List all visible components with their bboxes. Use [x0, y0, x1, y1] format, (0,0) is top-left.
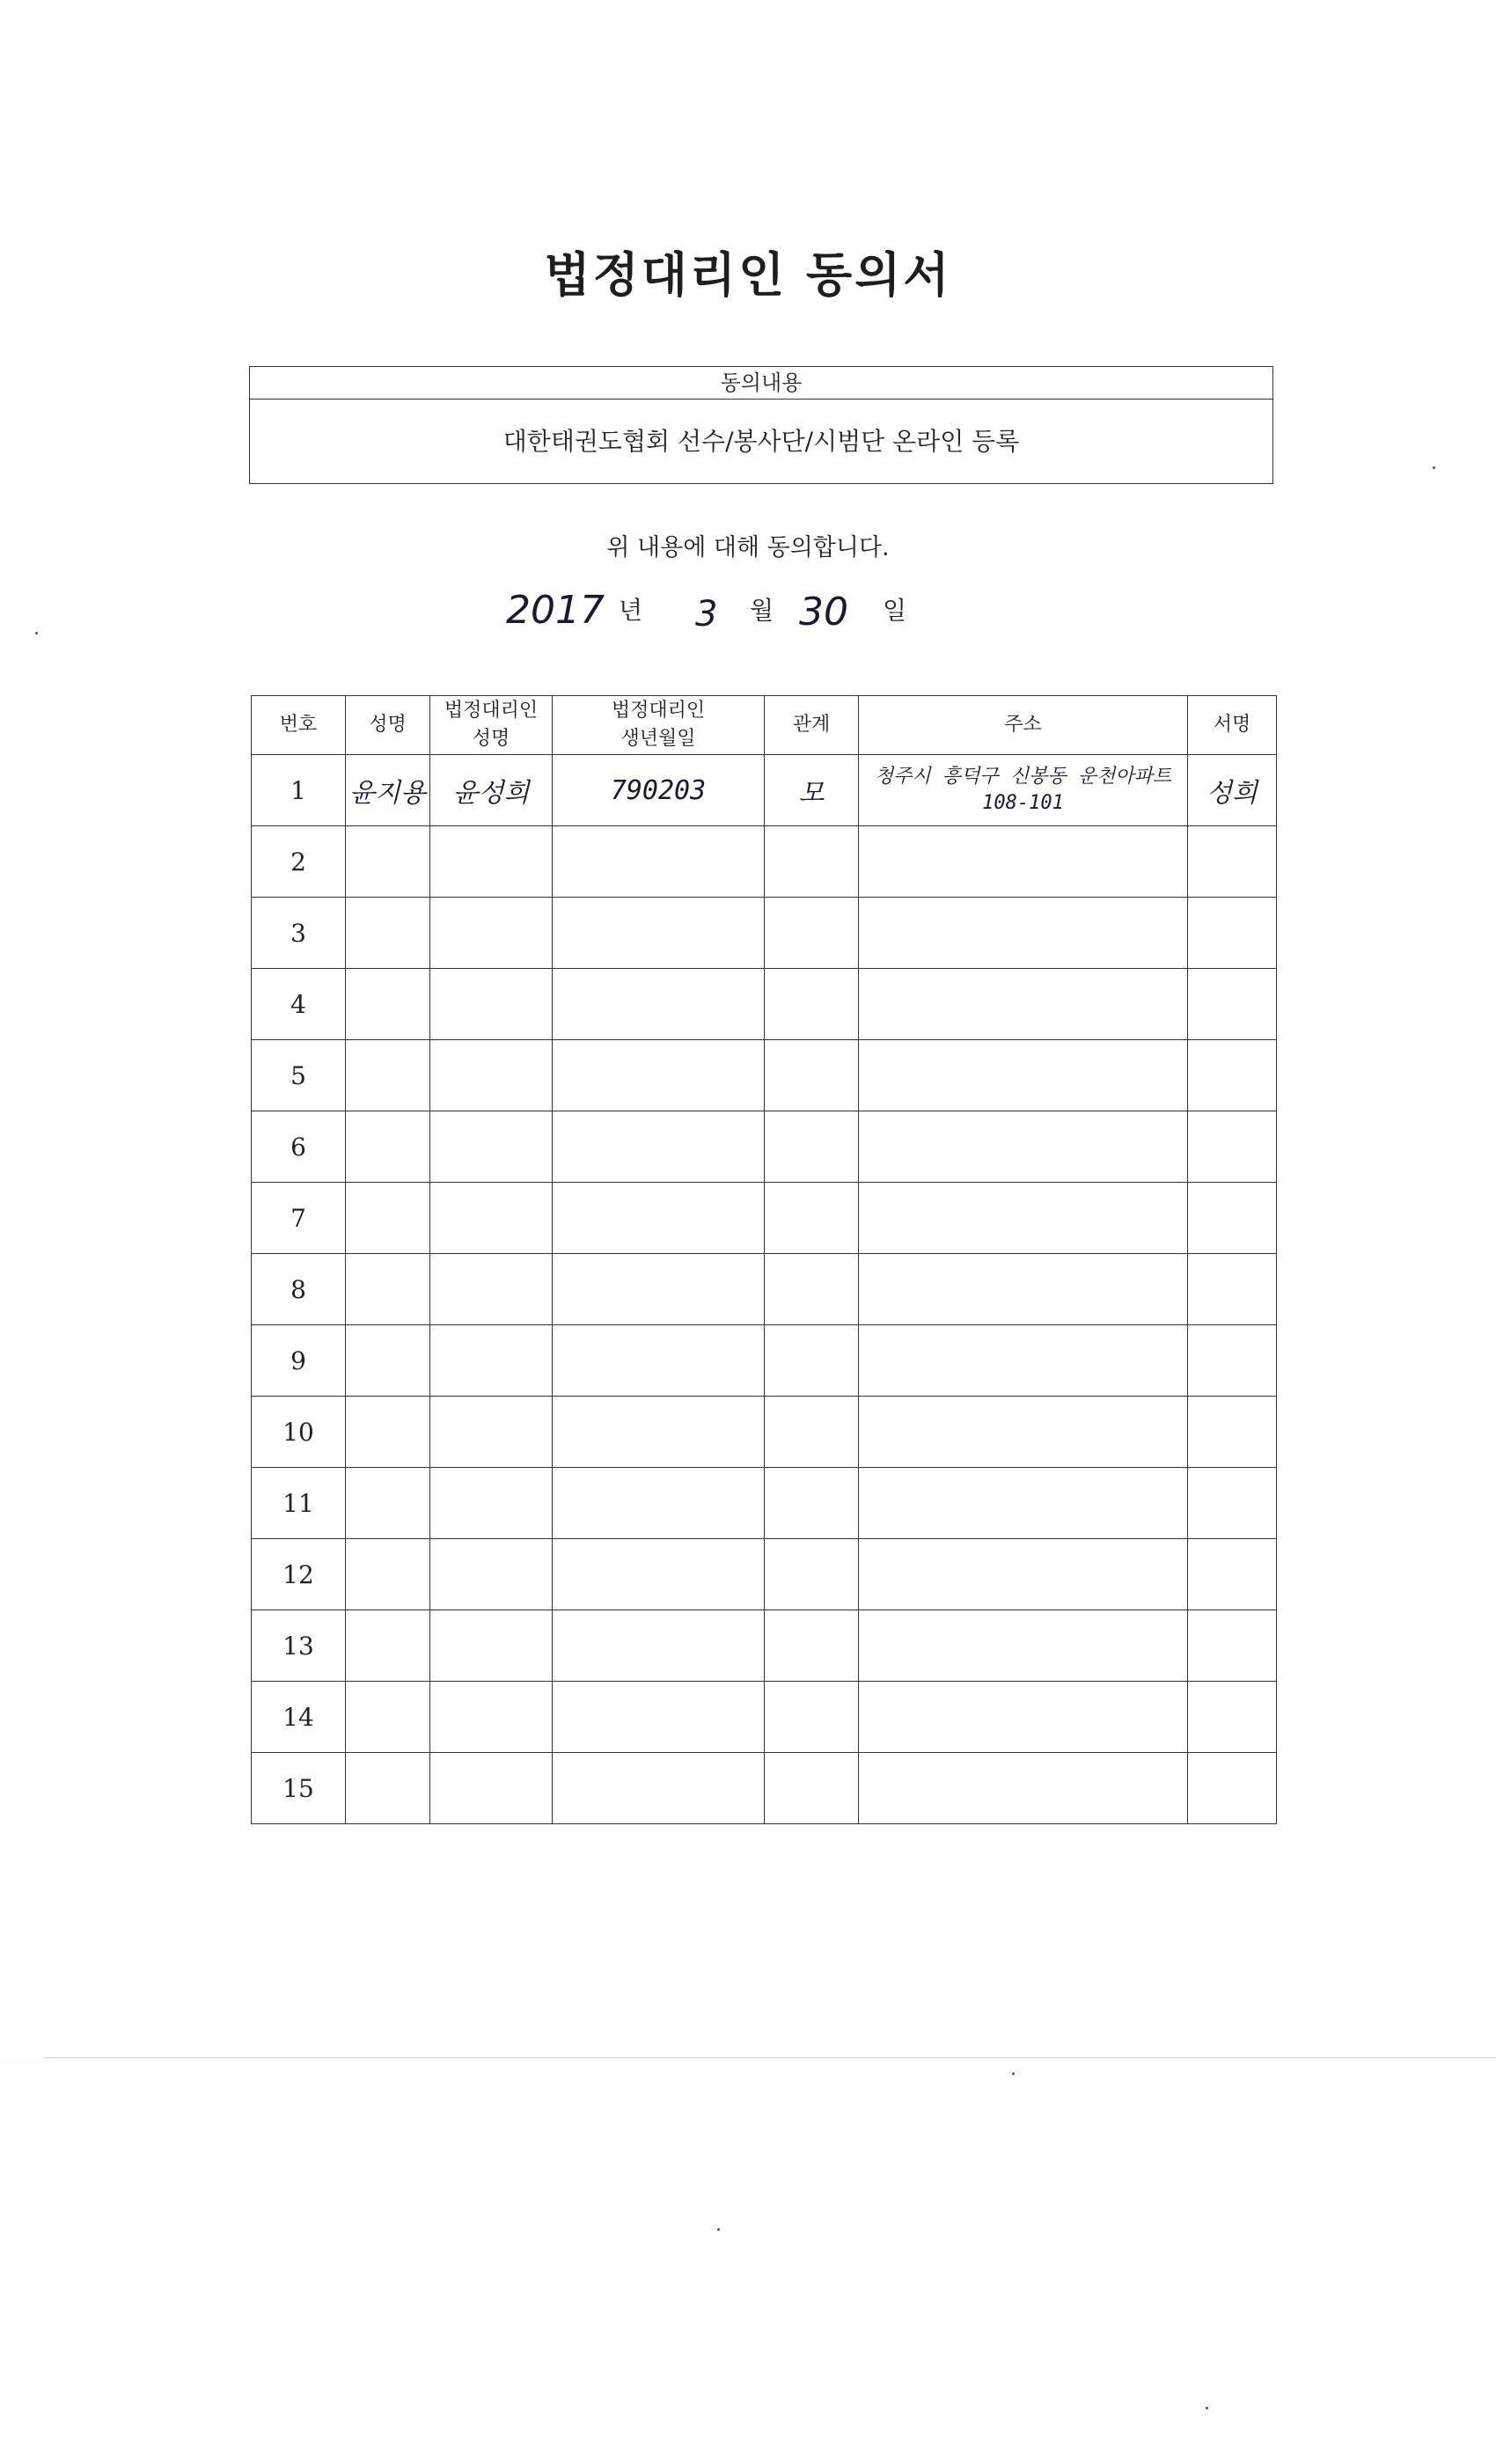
row-guardian-name: 윤성희 [430, 755, 553, 826]
row-signature [1188, 1682, 1277, 1753]
table-row [252, 1682, 1277, 1753]
row-guardian-birth [553, 898, 765, 969]
row-relation: 모 [765, 755, 859, 826]
row-number: 3 [252, 898, 346, 969]
header-address: 주소 [859, 696, 1188, 755]
scan-speck [35, 632, 38, 634]
row-relation [765, 1539, 859, 1610]
table-row [252, 1325, 1277, 1397]
scan-speck [717, 2228, 720, 2231]
table-row [252, 1183, 1277, 1254]
row-signature [1188, 826, 1277, 898]
row-signature [1188, 1183, 1277, 1254]
row-address [859, 898, 1188, 969]
row-signature [1188, 969, 1277, 1040]
date-month-unit: 월 [750, 596, 774, 625]
date-day: 30 [799, 590, 848, 634]
row-address [859, 1753, 1188, 1824]
row-name [346, 898, 430, 969]
table-row [252, 755, 1277, 826]
table-row [252, 1610, 1277, 1682]
row-number: 7 [252, 1183, 346, 1254]
row-address [859, 1682, 1188, 1753]
page-edge [44, 2057, 1496, 2058]
header-guardian-name: 법정대리인 성명 [430, 696, 553, 755]
row-signature [1188, 1325, 1277, 1397]
row-name [346, 1468, 430, 1539]
row-signature [1188, 1610, 1277, 1682]
row-relation [765, 1397, 859, 1468]
row-guardian-birth [553, 1183, 765, 1254]
row-name [346, 1183, 430, 1254]
row-number: 11 [252, 1468, 346, 1539]
row-relation [765, 1254, 859, 1325]
table-row [252, 969, 1277, 1040]
row-address [859, 1111, 1188, 1183]
row-signature [1188, 1539, 1277, 1610]
row-relation [765, 1111, 859, 1183]
row-signature [1188, 1254, 1277, 1325]
row-name [346, 1610, 430, 1682]
row-number: 10 [252, 1397, 346, 1468]
row-guardian-name [430, 1325, 553, 1397]
row-number: 6 [252, 1111, 346, 1183]
consent-content: 대한태권도협회 선수/봉사단/시범단 온라인 등록 [502, 427, 1020, 456]
table-row [252, 1040, 1277, 1111]
row-relation [765, 1610, 859, 1682]
row-address [859, 1325, 1188, 1397]
row-name [346, 1111, 430, 1183]
row-address [859, 1254, 1188, 1325]
scan-speck [1206, 2407, 1208, 2409]
row-signature [1188, 1397, 1277, 1468]
row-signature: 성희 [1188, 755, 1277, 826]
agreement-statement: 위 내용에 대해 동의합니다. [606, 534, 890, 561]
row-name [346, 1040, 430, 1111]
row-guardian-birth [553, 969, 765, 1040]
row-guardian-name [430, 898, 553, 969]
row-number: 12 [252, 1539, 346, 1610]
row-relation [765, 1753, 859, 1824]
table-row [252, 826, 1277, 898]
row-number: 4 [252, 969, 346, 1040]
row-number: 1 [252, 755, 346, 826]
row-guardian-birth [553, 1040, 765, 1111]
header-name: 성명 [346, 696, 430, 755]
date-year: 2017 [506, 588, 605, 633]
table-row [252, 1254, 1277, 1325]
row-guardian-birth [553, 1539, 765, 1610]
row-relation [765, 1682, 859, 1753]
row-guardian-name [430, 1753, 553, 1824]
row-name [346, 1325, 430, 1397]
row-relation [765, 1183, 859, 1254]
row-number: 8 [252, 1254, 346, 1325]
row-name [346, 1397, 430, 1468]
row-guardian-name [430, 1682, 553, 1753]
row-name [346, 1682, 430, 1753]
row-guardian-name [430, 1040, 553, 1111]
row-number: 9 [252, 1325, 346, 1397]
row-address [859, 1040, 1188, 1111]
row-signature [1188, 1040, 1277, 1111]
row-signature [1188, 1753, 1277, 1824]
row-guardian-name [430, 1111, 553, 1183]
row-guardian-birth: 790203 [553, 755, 765, 826]
row-name [346, 1539, 430, 1610]
row-guardian-name [430, 1610, 553, 1682]
table-row [252, 1111, 1277, 1183]
row-number: 5 [252, 1040, 346, 1111]
row-guardian-name [430, 1254, 553, 1325]
row-guardian-name [430, 1183, 553, 1254]
document-title: 법정대리인 동의서 [544, 246, 952, 303]
row-name [346, 826, 430, 898]
row-guardian-birth [553, 1111, 765, 1183]
row-guardian-birth [553, 1254, 765, 1325]
scan-speck [1012, 2072, 1015, 2075]
consent-header: 동의내용 [250, 367, 1272, 400]
row-address [859, 969, 1188, 1040]
date-day-unit: 일 [883, 596, 907, 625]
row-relation [765, 1040, 859, 1111]
row-number: 14 [252, 1682, 346, 1753]
table-row [252, 1468, 1277, 1539]
row-guardian-name [430, 969, 553, 1040]
row-relation [765, 1468, 859, 1539]
row-address [859, 1183, 1188, 1254]
row-guardian-birth [553, 826, 765, 898]
row-name [346, 1753, 430, 1824]
row-relation [765, 969, 859, 1040]
row-guardian-name [430, 1397, 553, 1468]
row-guardian-name [430, 1539, 553, 1610]
row-guardian-birth [553, 1325, 765, 1397]
row-relation [765, 898, 859, 969]
date-year-unit: 년 [619, 596, 643, 625]
row-signature [1188, 1468, 1277, 1539]
row-address: 청주시 흥덕구 신봉동 운천아파트 108-101 [859, 755, 1188, 826]
row-signature [1188, 1111, 1277, 1183]
table-row [252, 1539, 1277, 1610]
row-number: 2 [252, 826, 346, 898]
table-row [252, 1753, 1277, 1824]
row-address [859, 1468, 1188, 1539]
row-guardian-birth [553, 1610, 765, 1682]
scan-speck [1433, 466, 1435, 469]
row-address [859, 826, 1188, 898]
header-guardian-birth: 법정대리인 생년월일 [553, 696, 765, 755]
header-relation: 관계 [765, 696, 859, 755]
row-address [859, 1539, 1188, 1610]
row-guardian-birth [553, 1397, 765, 1468]
row-address [859, 1610, 1188, 1682]
row-relation [765, 826, 859, 898]
registration-table [251, 695, 1277, 1824]
header-number: 번호 [252, 696, 346, 755]
row-name [346, 1254, 430, 1325]
row-name: 윤지용 [346, 755, 430, 826]
row-guardian-birth [553, 1753, 765, 1824]
row-guardian-name [430, 826, 553, 898]
header-signature: 서명 [1188, 696, 1277, 755]
row-address [859, 1397, 1188, 1468]
consent-box [249, 366, 1273, 484]
row-signature [1188, 898, 1277, 969]
date-month: 3 [695, 594, 718, 634]
table-row [252, 898, 1277, 969]
row-guardian-birth [553, 1468, 765, 1539]
row-guardian-name [430, 1468, 553, 1539]
table-header-row [252, 696, 1277, 755]
row-guardian-birth [553, 1682, 765, 1753]
row-relation [765, 1325, 859, 1397]
table-row [252, 1397, 1277, 1468]
row-name [346, 969, 430, 1040]
row-number: 15 [252, 1753, 346, 1824]
row-number: 13 [252, 1610, 346, 1682]
